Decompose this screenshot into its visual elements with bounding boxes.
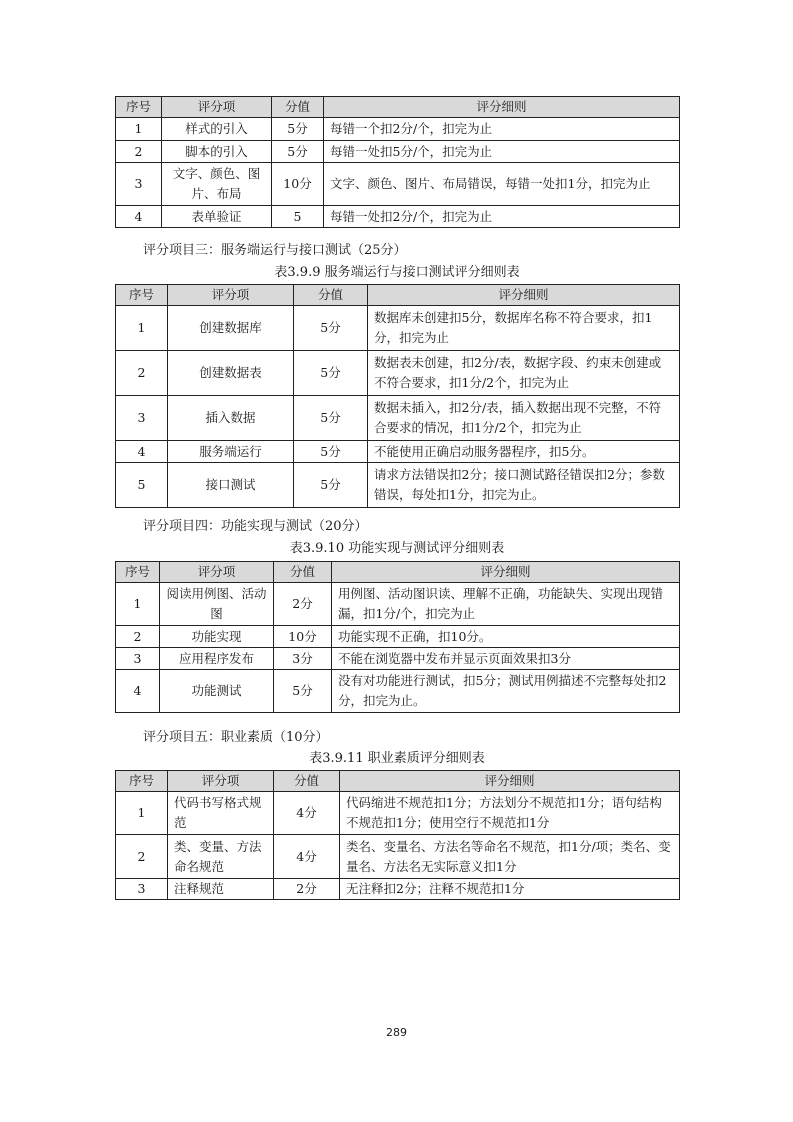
scoring-table-3-9-10 (115, 561, 680, 713)
cell-score: 10分 (272, 163, 324, 206)
header-score: 分值 (272, 97, 324, 118)
table-caption-3-9-11: 表3.9.11 职业素质评分细则表 (309, 751, 485, 766)
header-no: 序号 (116, 285, 168, 306)
table-row (116, 141, 680, 163)
cell-rules: 请求方法错误扣2分；接口测试路径错误扣2分；参数错误，每处扣1分，扣完为止。 (368, 463, 680, 508)
header-no: 序号 (116, 97, 162, 118)
cell-no: 4 (116, 206, 162, 228)
header-score: 分值 (274, 562, 332, 583)
table-row (116, 118, 680, 141)
cell-rules: 文字、颜色、图片、布局错误，每错一处扣1分，扣完为止 (324, 163, 680, 206)
header-item: 评分项 (160, 562, 274, 583)
cell-rules: 不能在浏览器中发布并显示页面效果扣3分 (332, 648, 680, 670)
cell-item: 接口测试 (168, 463, 294, 508)
cell-score: 5分 (294, 351, 368, 396)
cell-score: 5 (272, 206, 324, 228)
table-row (116, 626, 680, 648)
table-header-row (116, 285, 680, 306)
cell-score: 5分 (294, 306, 368, 351)
cell-rules: 数据库未创建扣5分，数据库名称不符合要求，扣1分，扣完为止 (368, 306, 680, 351)
cell-score: 2分 (274, 879, 340, 900)
cell-score: 5分 (294, 396, 368, 441)
cell-item: 文字、颜色、图片、布局 (162, 163, 272, 206)
section-heading-5: 评分项目五：职业素质（10分） (143, 730, 329, 745)
table-header-row (116, 562, 680, 583)
table-row (116, 835, 680, 879)
cell-no: 3 (116, 163, 162, 206)
header-item: 评分项 (168, 771, 274, 792)
table-row (116, 583, 680, 626)
header-no: 序号 (116, 562, 160, 583)
cell-item: 应用程序发布 (160, 648, 274, 670)
cell-item: 注释规范 (168, 879, 274, 900)
cell-score: 10分 (274, 626, 332, 648)
cell-item: 阅读用例图、活动图 (160, 583, 274, 626)
table-row (116, 206, 680, 228)
cell-rules: 类名、变量名、方法名等命名不规范，扣1分/项；类名、变量名、方法名无实际意义扣1分 (340, 835, 680, 879)
cell-item: 功能测试 (160, 670, 274, 713)
cell-no: 1 (116, 583, 160, 626)
cell-item: 创建数据表 (168, 351, 294, 396)
header-score: 分值 (274, 771, 340, 792)
table-row (116, 351, 680, 396)
table-caption-3-9-10: 表3.9.10 功能实现与测试评分细则表 (289, 541, 505, 556)
cell-score: 4分 (274, 792, 340, 835)
header-item: 评分项 (168, 285, 294, 306)
cell-rules: 每错一处扣2分/个，扣完为止 (324, 206, 680, 228)
header-rules: 评分细则 (332, 562, 680, 583)
table-row (116, 396, 680, 441)
cell-rules: 用例图、活动图识读、理解不正确，功能缺失、实现出现错漏，扣1分/个，扣完为止 (332, 583, 680, 626)
page-number: 289 (386, 1026, 407, 1039)
cell-rules: 每错一处扣5分/个，扣完为止 (324, 141, 680, 163)
cell-item: 表单验证 (162, 206, 272, 228)
cell-score: 5分 (294, 463, 368, 508)
cell-rules: 功能实现不正确，扣10分。 (332, 626, 680, 648)
cell-no: 2 (116, 835, 168, 879)
header-rules: 评分细则 (324, 97, 680, 118)
cell-score: 4分 (274, 835, 340, 879)
cell-item: 代码书写格式规范 (168, 792, 274, 835)
header-item: 评分项 (162, 97, 272, 118)
cell-score: 5分 (294, 441, 368, 463)
cell-rules: 数据表未创建，扣2分/表，数据字段、约束未创建或不符合要求，扣1分/2个，扣完为止 (368, 351, 680, 396)
cell-no: 1 (116, 792, 168, 835)
table-row (116, 463, 680, 508)
header-rules: 评分细则 (340, 771, 680, 792)
cell-no: 5 (116, 463, 168, 508)
section-heading-3: 评分项目三：服务端运行与接口测试（25分） (143, 243, 407, 258)
cell-no: 4 (116, 670, 160, 713)
section-heading-4: 评分项目四：功能实现与测试（20分） (143, 519, 368, 534)
scoring-table-3-9-9 (115, 284, 680, 508)
cell-rules: 每错一个扣2分/个，扣完为止 (324, 118, 680, 141)
cell-no: 1 (116, 118, 162, 141)
cell-rules: 不能使用正确启动服务器程序，扣5分。 (368, 441, 680, 463)
cell-score: 5分 (274, 670, 332, 713)
table-row (116, 879, 680, 900)
cell-score: 3分 (274, 648, 332, 670)
cell-no: 2 (116, 351, 168, 396)
header-score: 分值 (294, 285, 368, 306)
table-row (116, 163, 680, 206)
cell-item: 创建数据库 (168, 306, 294, 351)
cell-no: 3 (116, 396, 168, 441)
table-row (116, 792, 680, 835)
cell-score: 5分 (272, 141, 324, 163)
cell-item: 功能实现 (160, 626, 274, 648)
header-no: 序号 (116, 771, 168, 792)
cell-score: 5分 (272, 118, 324, 141)
table-header-row (116, 771, 680, 792)
table-row (116, 441, 680, 463)
cell-rules: 数据未插入，扣2分/表，插入数据出现不完整，不符合要求的情况，扣1分/2个，扣完为止 (368, 396, 680, 441)
scoring-table-3-9-11 (115, 770, 680, 900)
table-row (116, 306, 680, 351)
cell-item: 样式的引入 (162, 118, 272, 141)
cell-no: 2 (116, 626, 160, 648)
cell-item: 插入数据 (168, 396, 294, 441)
scoring-table-continued (115, 96, 680, 228)
table-row (116, 670, 680, 713)
cell-no: 4 (116, 441, 168, 463)
header-rules: 评分细则 (368, 285, 680, 306)
cell-rules: 代码缩进不规范扣1分；方法划分不规范扣1分；语句结构不规范扣1分；使用空行不规范扣1分 (340, 792, 680, 835)
cell-no: 3 (116, 879, 168, 900)
table-caption-3-9-9: 表3.9.9 服务端运行与接口测试评分细则表 (274, 265, 520, 280)
cell-rules: 无注释扣2分；注释不规范扣1分 (340, 879, 680, 900)
cell-no: 1 (116, 306, 168, 351)
cell-item: 脚本的引入 (162, 141, 272, 163)
cell-item: 类、变量、方法命名规范 (168, 835, 274, 879)
table-row (116, 648, 680, 670)
cell-no: 3 (116, 648, 160, 670)
cell-no: 2 (116, 141, 162, 163)
cell-score: 2分 (274, 583, 332, 626)
table-header-row (116, 97, 680, 118)
cell-rules: 没有对功能进行测试，扣5分；测试用例描述不完整每处扣2分，扣完为止。 (332, 670, 680, 713)
cell-item: 服务端运行 (168, 441, 294, 463)
